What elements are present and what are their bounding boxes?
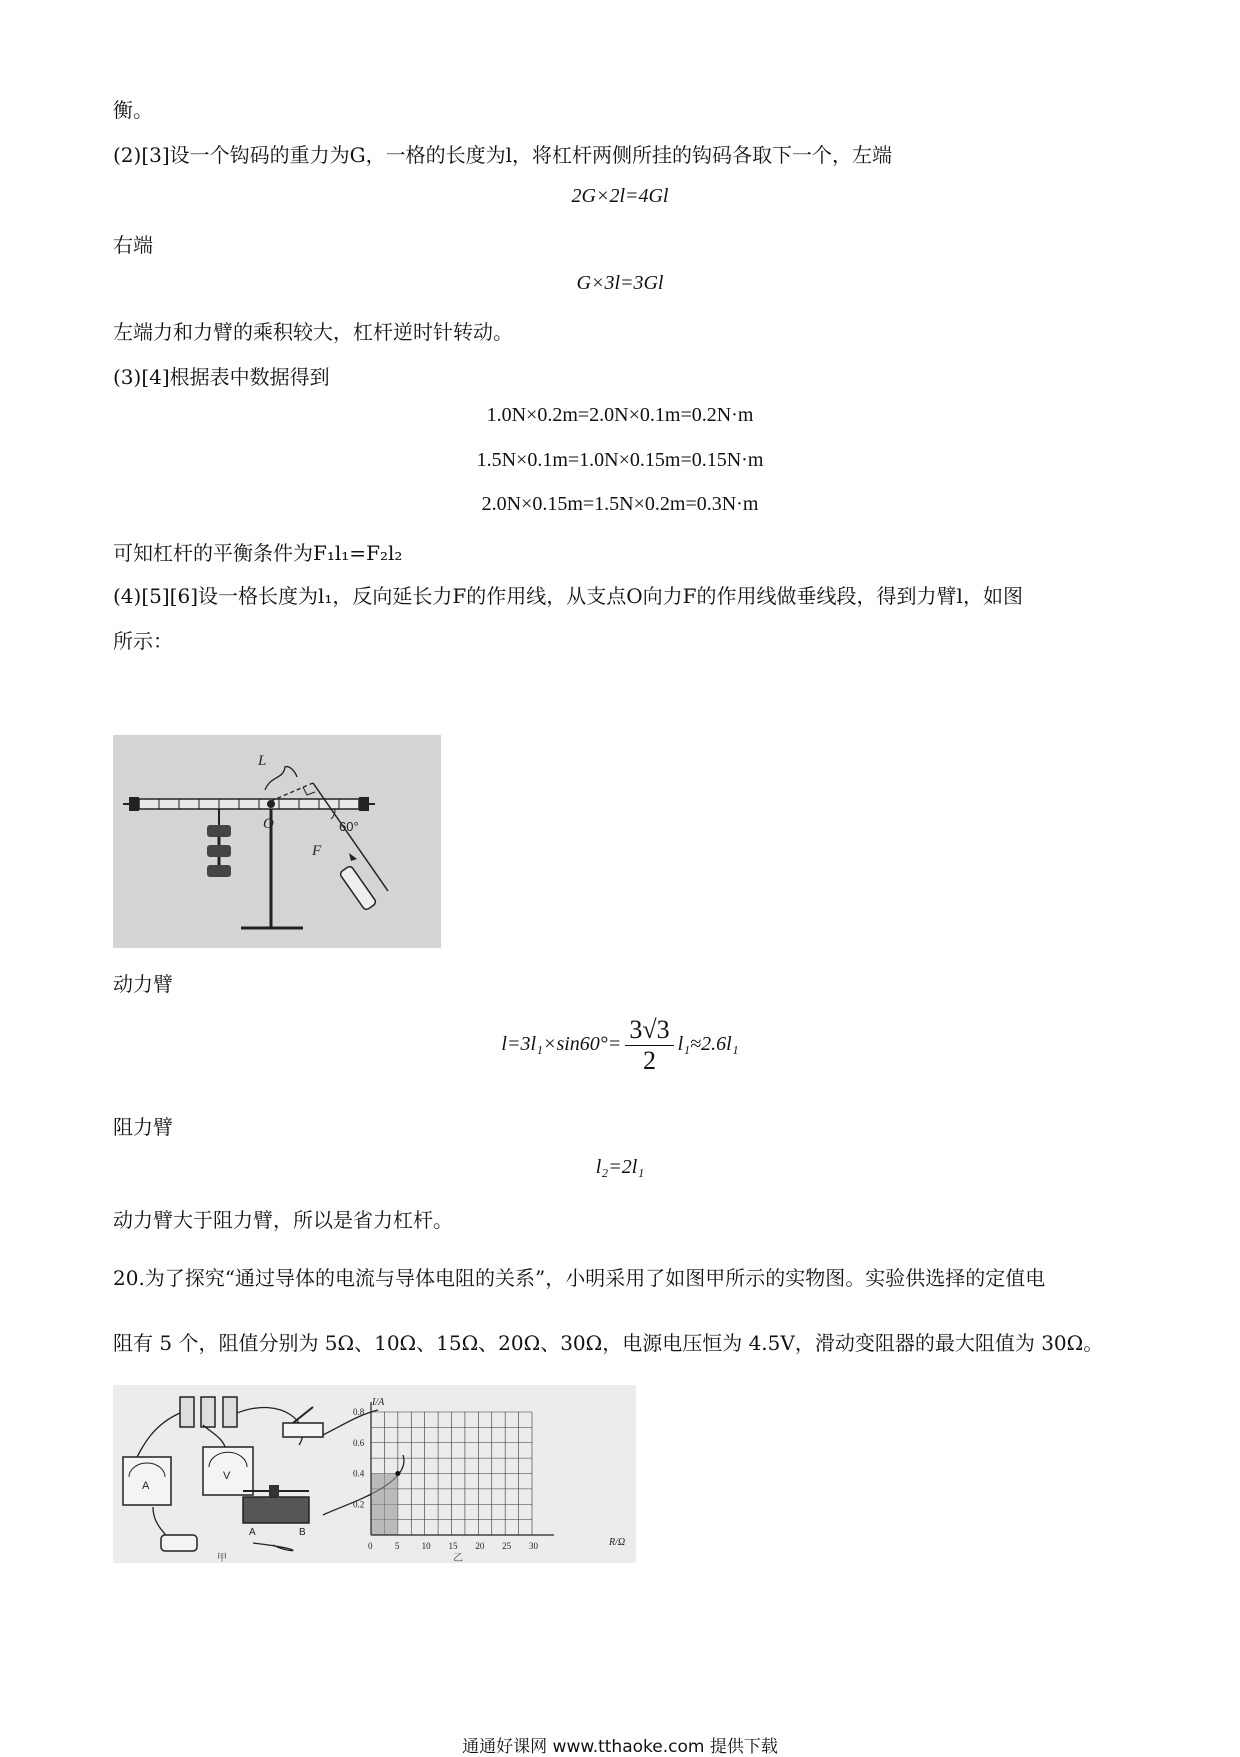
equation: 2.0N×0.15m=1.5N×0.2m=0.3N·m — [481, 493, 759, 515]
y-axis-label: I/A — [372, 1397, 385, 1408]
equation: l₂=2l₁ — [595, 1156, 645, 1178]
x-tick-label: 30 — [529, 1541, 538, 1551]
fixed-resistor — [161, 1535, 197, 1551]
rheostat-a: A — [249, 1527, 256, 1538]
text-line: 动力臂大于阻力臂，所以是省力杠杆。 — [113, 1208, 453, 1232]
fraction — [625, 1015, 673, 1076]
label-angle: 60° — [339, 819, 359, 834]
rheostat-b: B — [299, 1527, 306, 1538]
label-F: F — [312, 843, 322, 859]
battery — [180, 1397, 194, 1427]
label-O: O — [263, 816, 274, 832]
x-tick-label: 25 — [502, 1541, 512, 1551]
text-line: (2)[3]设一个钩码的重力为G，一格的长度为l，将杠杆两侧所挂的钩码各取下一个，左端 — [113, 143, 893, 167]
equation: 1.0N×0.2m=2.0N×0.1m=0.2N·m — [486, 404, 754, 426]
text-line: (4)[5][6]设一格长度为l₁，反向延长力F的作用线，从支点O向力F的作用线做垂线段，得到力臂l，如图 — [113, 584, 1023, 608]
equation-arm — [0, 1015, 1240, 1076]
x-tick-label: 15 — [448, 1541, 458, 1551]
lever-figure — [113, 735, 441, 948]
fraction-num: 3√3 — [625, 1015, 673, 1046]
circuit-figure — [113, 1385, 636, 1563]
y-tick-label: 0.2 — [353, 1499, 365, 1510]
text-line: 动力臂 — [113, 972, 173, 996]
text-line: 右端 — [113, 233, 153, 257]
y-tick-label: 0.8 — [353, 1407, 365, 1417]
x-tick-label: 5 — [394, 1541, 400, 1551]
data-point — [395, 1471, 400, 1476]
footer: 通通好课网 www.tthaoke.com 提供下载 — [462, 1737, 778, 1757]
voltmeter-label: V — [223, 1470, 231, 1482]
rheostat — [243, 1497, 309, 1523]
text-line: 可知杠杆的平衡条件为F₁l₁=F₂l₂ — [113, 541, 403, 565]
fraction-den: 2 — [642, 1046, 656, 1075]
equation: 2G×2l=4Gl — [571, 185, 669, 207]
y-tick-label: 0.4 — [353, 1468, 365, 1479]
text-line: 阻力臂 — [113, 1115, 173, 1139]
text-line: (3)[4]根据表中数据得到 — [113, 365, 330, 389]
text-line: 左端力和力臂的乘积较大，杠杆逆时针转动。 — [113, 320, 513, 344]
x-tick-label: 0 — [368, 1541, 373, 1551]
battery — [223, 1397, 237, 1427]
caption-yi: 乙 — [453, 1553, 463, 1563]
x-axis-label: R/Ω — [609, 1537, 626, 1548]
text-line: 衡。 — [113, 98, 153, 122]
y-tick-label: 0.6 — [353, 1437, 365, 1448]
ammeter-label: A — [142, 1480, 150, 1492]
equation: 1.5N×0.1m=1.0N×0.15m=0.15N·m — [476, 449, 764, 471]
switch — [283, 1423, 323, 1437]
eq-right: l₁≈2.6l₁ — [677, 1033, 739, 1056]
question-text: 20.为了探究“通过导体的电流与导体电阻的关系”，小明采用了如图甲所示的实物图。实验供选择的定值电 — [113, 1266, 1046, 1290]
shaded-area — [371, 1474, 398, 1536]
label-L: L — [258, 753, 267, 769]
caption-jia: 甲 — [217, 1553, 227, 1563]
question-text: 阻有 5 个，阻值分别为 5Ω、10Ω、15Ω、20Ω、30Ω，电源电压恒为 4.5V，滑动变阻器的最大阻值为 30Ω。 — [113, 1331, 1104, 1355]
x-tick-label: 10 — [421, 1541, 431, 1551]
x-tick-label: 20 — [475, 1541, 485, 1551]
text-line: 所示： — [113, 629, 173, 653]
eq-left: l=3l₁×sin60°= — [501, 1033, 622, 1056]
battery — [201, 1397, 215, 1427]
equation: G×3l=3Gl — [576, 272, 664, 294]
